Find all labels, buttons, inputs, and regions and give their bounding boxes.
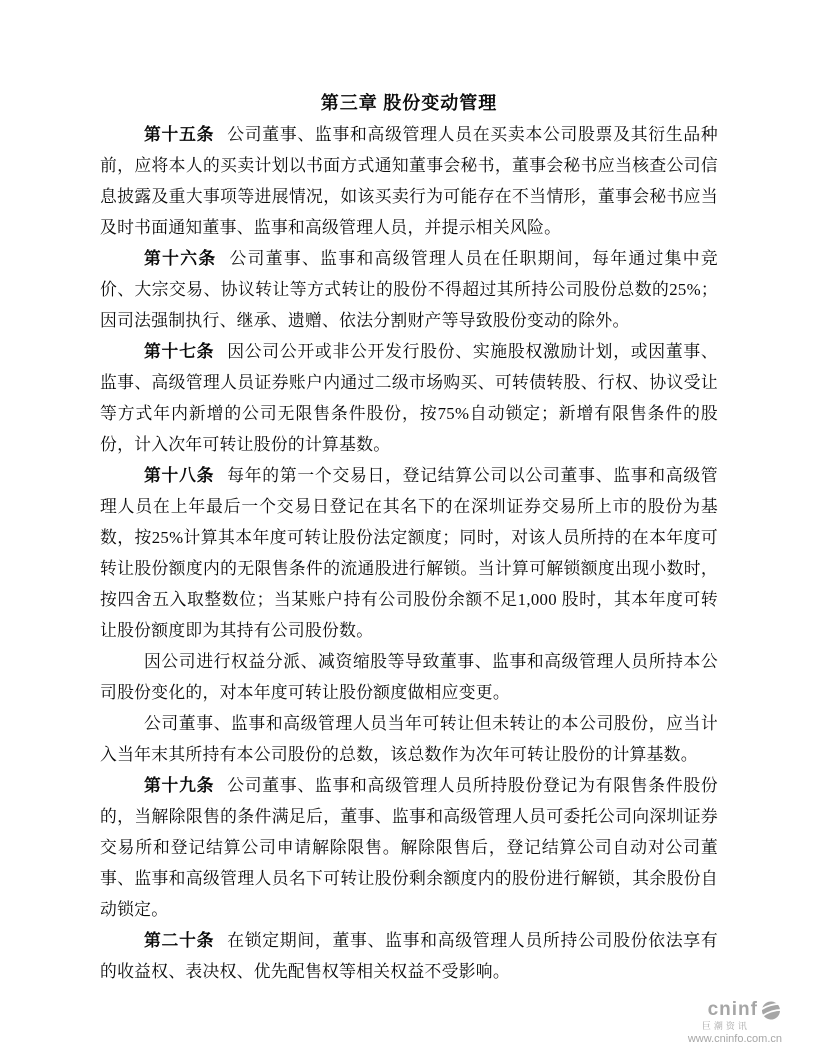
article-18-cont-2-text: 公司董事、监事和高级管理人员当年可转让但未转让的本公司股份，应当计入当年末其所持有本公司股份的总数，该总数作为次年可转让股份的计算基数。: [100, 714, 718, 764]
chapter-title: 第三章 股份变动管理: [320, 93, 498, 113]
article-18-cont-1-text: 因公司进行权益分派、减资缩股等导致董事、监事和高级管理人员所持本公司股份变化的，对本年度可转让股份额度做相应变更。: [100, 652, 718, 702]
paragraph-article-19: [100, 770, 718, 925]
article-19-label: 第十九条: [144, 776, 215, 795]
article-17-text: 因公司公开或非公开发行股份、实施股权激励计划，或因董事、监事、高级管理人员证券账户内通过二级市场购买、可转债转股、行权、协议受让等方式年内新增的公司无限售条件股份，按75%自动锁定；新增有限售条件的股份，计入次年可转让股份的计算基数。: [100, 342, 718, 454]
paragraph-article-20: [100, 925, 718, 987]
article-19-text: 公司董事、监事和高级管理人员所持股份登记为有限售条件股份的，当解除限售的条件满足后，董事、监事和高级管理人员可委托公司向深圳证券交易所和登记结算公司申请解除限售。解除限售后，登记结算公司自动对公司董事、监事和高级管理人员名下可转让股份剩余额度内的股份进行解锁，其余股份自动锁定。: [100, 776, 718, 919]
article-17-label: 第十七条: [144, 342, 215, 361]
article-15-label: 第十五条: [144, 125, 215, 144]
cninfo-logo-text: cninf: [707, 999, 758, 1021]
paragraph-article-17: [100, 336, 718, 460]
article-20-label: 第二十条: [144, 931, 215, 950]
article-18-text: 每年的第一个交易日，登记结算公司以公司董事、监事和高级管理人员在上年最后一个交易日登记在其名下的在深圳证券交易所上市的股份为基数，按25%计算其本年度可转让股份法定额度；同时，对该人员所持的在本年度可转让股份额度内的无限售条件的流通股进行解锁。当计算可解锁额度出现小数时，按四舍五入取整数位；当某账户持有公司股份余额不足1,000 股时，其本年度可转让股份额度即为其持有公司股份数。: [100, 466, 718, 640]
article-18-label: 第十八条: [144, 466, 215, 485]
article-20-text: 在锁定期间，董事、监事和高级管理人员所持公司股份依法享有的收益权、表决权、优先配售权等相关权益不受影响。: [100, 931, 718, 981]
paragraph-article-18-cont-2: [100, 708, 718, 770]
cninfo-watermark: [688, 999, 782, 1046]
article-15-text: 公司董事、监事和高级管理人员在买卖本公司股票及其衍生品种前，应将本人的买卖计划以书面方式通知董事会秘书，董事会秘书应当核查公司信息披露及重大事项等进展情况，如该买卖行为可能存在不当情形，董事会秘书应当及时书面通知董事、监事和高级管理人员，并提示相关风险。: [100, 125, 718, 237]
paragraph-article-15: [100, 119, 718, 243]
cninfo-chinese-name: 巨潮资讯: [701, 1021, 750, 1032]
article-16-text: 公司董事、监事和高级管理人员在任职期间，每年通过集中竞价、大宗交易、协议转让等方式转让的股份不得超过其所持公司股份总数的25%；因司法强制执行、继承、遗赠、依法分割财产等导致股份变动的除外。: [100, 249, 718, 330]
cninfo-swirl-icon: [760, 1000, 782, 1021]
cninfo-logo-row: [688, 999, 782, 1021]
paragraph-article-16: [100, 243, 718, 336]
cninfo-url: www.cninfo.com.cn: [687, 1033, 782, 1046]
paragraph-article-18-cont-1: [100, 646, 718, 708]
article-16-label: 第十六条: [144, 249, 217, 268]
document-body: [100, 88, 718, 987]
paragraph-article-18: [100, 460, 718, 646]
